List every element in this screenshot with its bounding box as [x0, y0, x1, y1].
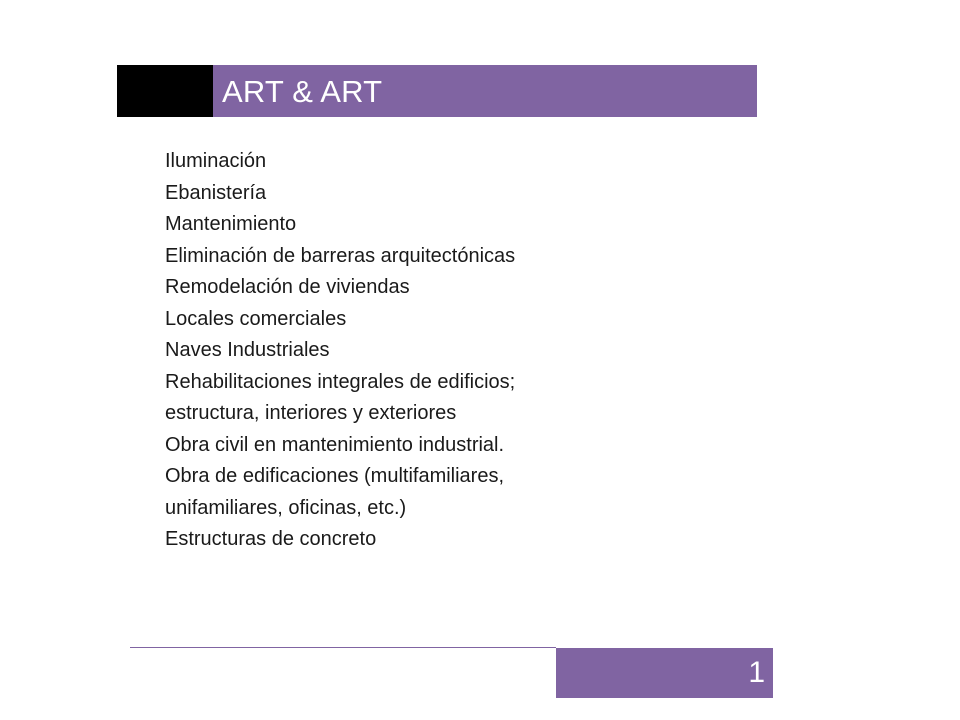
- list-item: Obra de edificaciones (multifamiliares,: [165, 465, 505, 487]
- list-item: Naves Industriales: [165, 339, 330, 361]
- header-black-block: [117, 65, 213, 117]
- list-item: Estructuras de concreto: [165, 528, 377, 550]
- list-item: unifamiliares, oficinas, etc.): [165, 496, 407, 519]
- list-item: Rehabilitaciones integrales de edificios;: [165, 370, 516, 393]
- list-item: Eliminación de barreras arquitectónicas: [165, 244, 516, 267]
- services-list: [165, 146, 515, 556]
- list-item: Remodelación de viviendas: [165, 276, 410, 298]
- footer-page-box: [556, 648, 773, 698]
- list-item: Obra civil en mantenimiento industrial.: [165, 433, 505, 456]
- page-number: 1: [748, 656, 765, 689]
- list-item: Locales comerciales: [165, 307, 347, 330]
- header-bar: [213, 65, 757, 117]
- list-item: Mantenimiento: [165, 213, 297, 235]
- list-item: Iluminación: [165, 150, 267, 172]
- list-item: estructura, interiores y exteriores: [165, 402, 457, 424]
- page-title: ART & ART: [222, 73, 383, 109]
- list-item: Ebanistería: [165, 181, 267, 204]
- footer-divider: [130, 647, 556, 648]
